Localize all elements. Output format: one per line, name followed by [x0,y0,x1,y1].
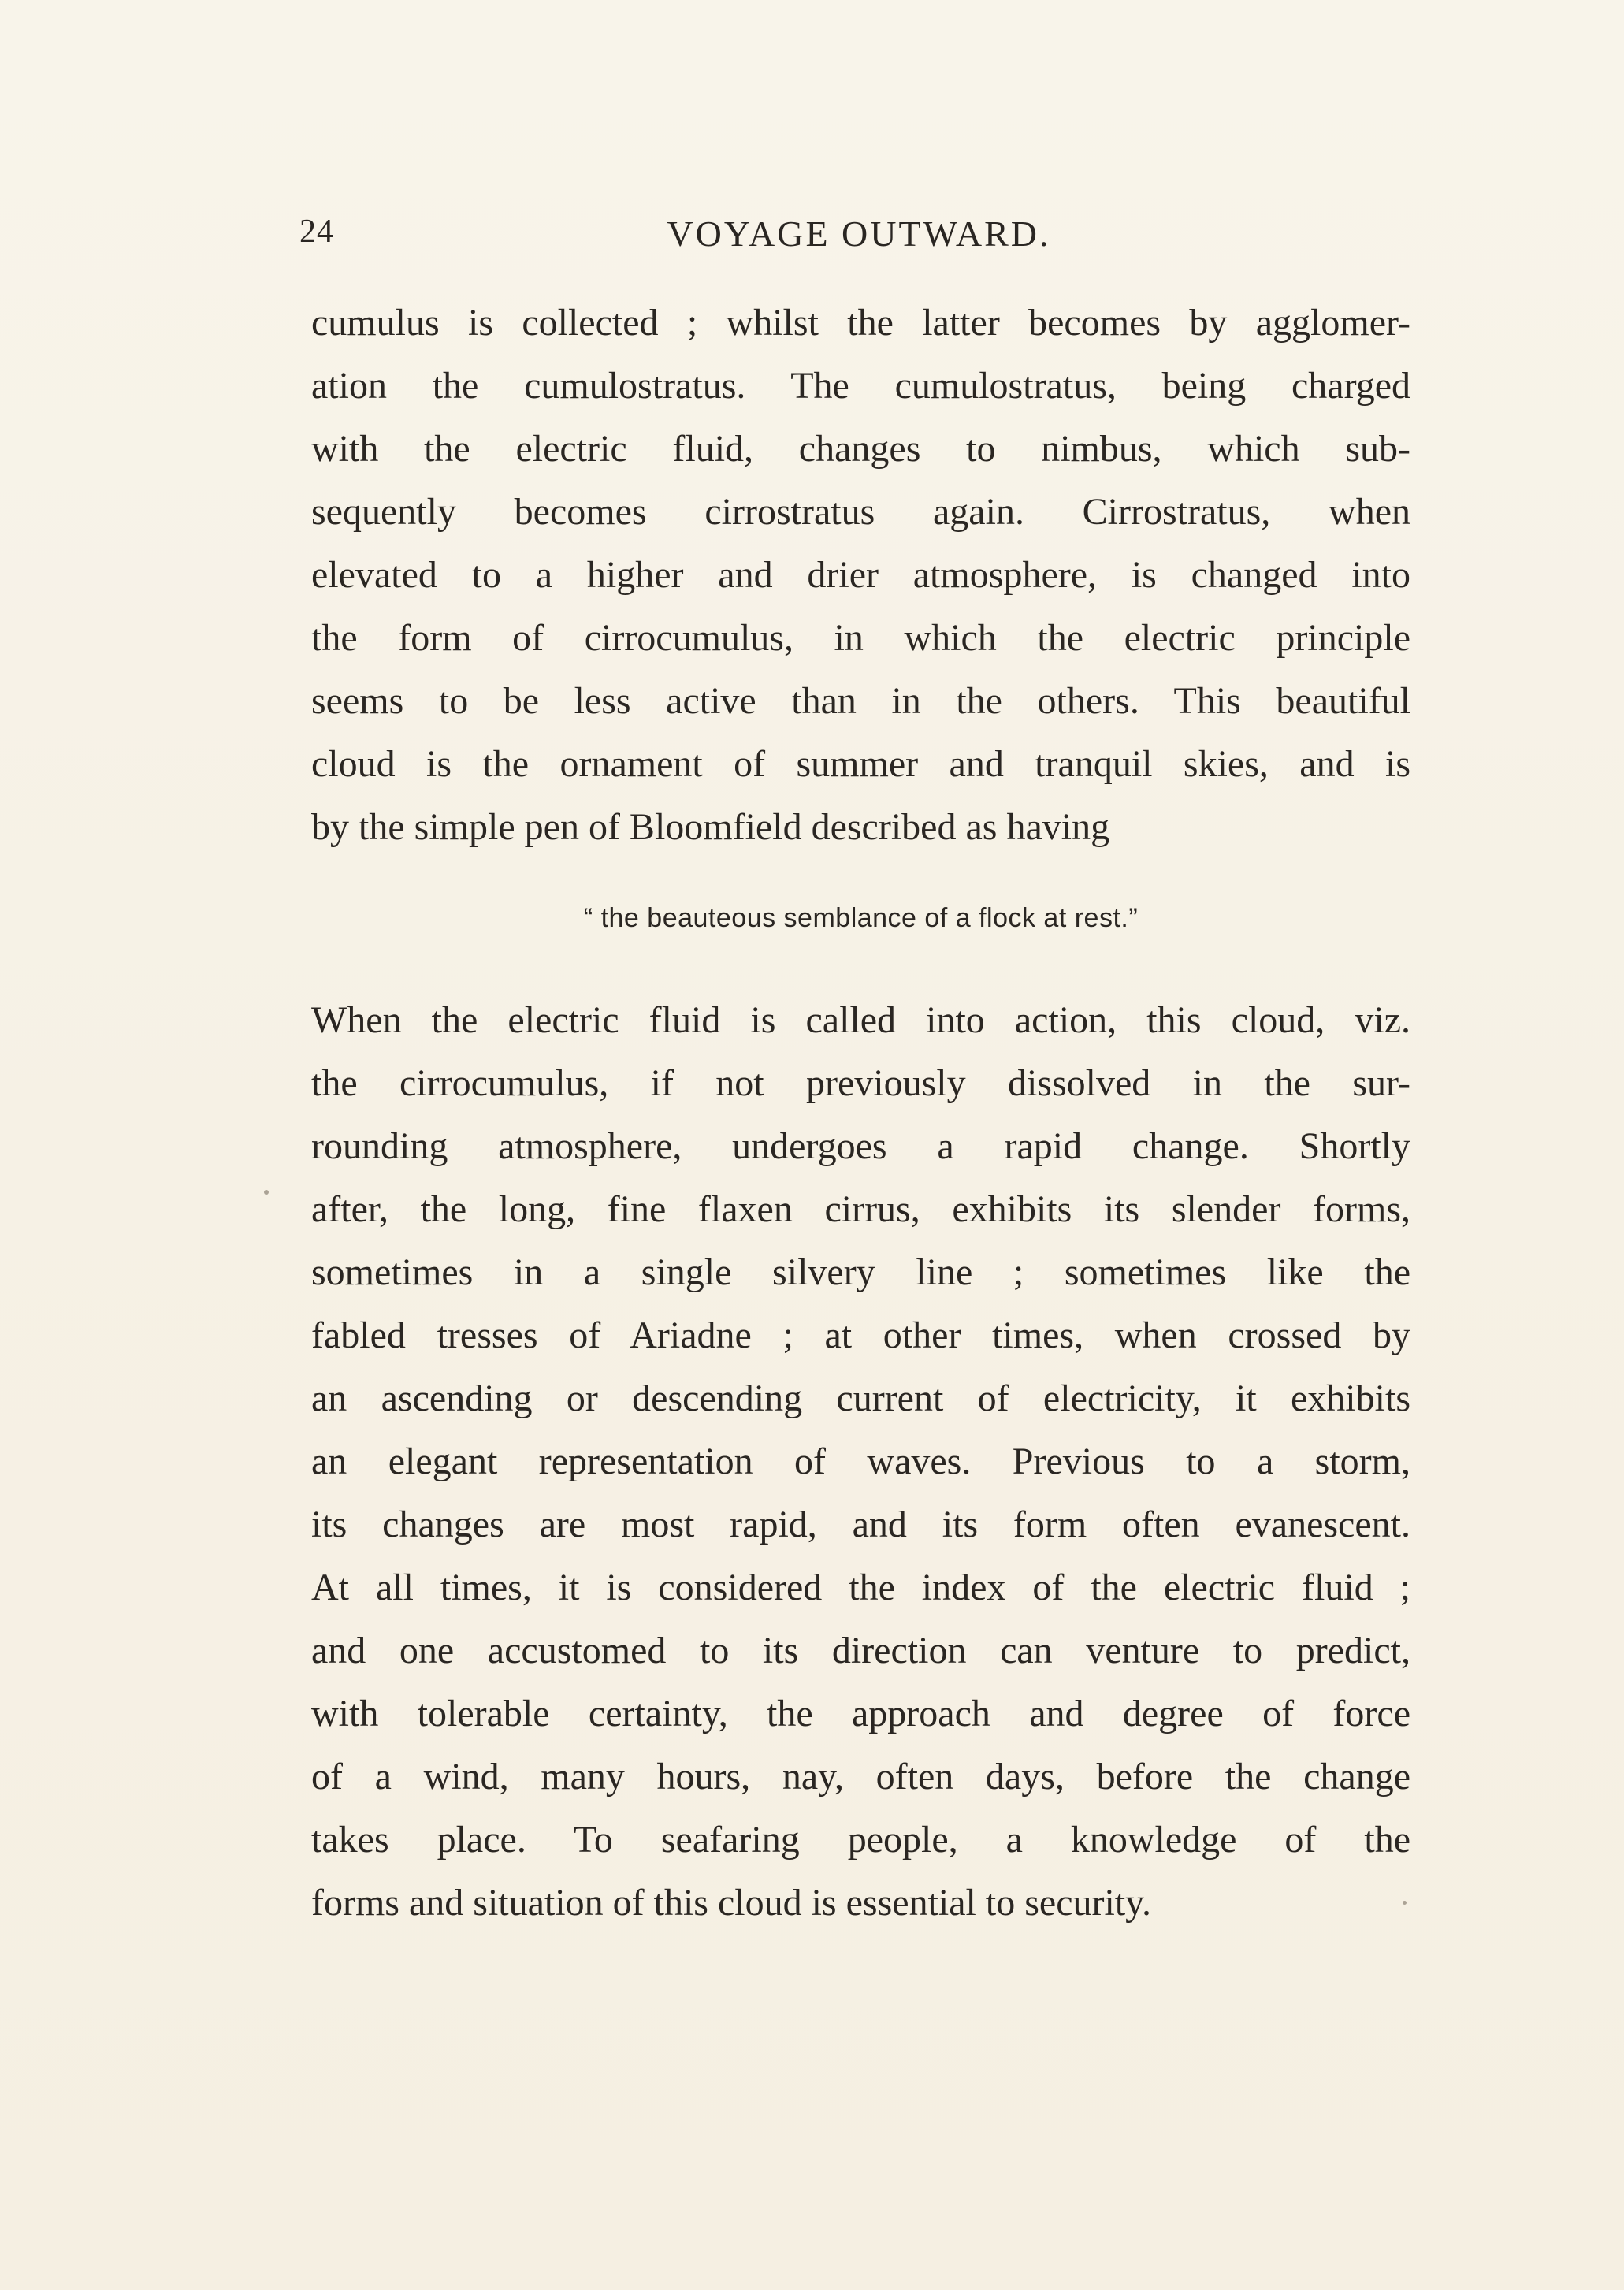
text-line: rounding atmosphere, undergoes a rapid change. Shortly [311,1125,1410,1167]
text-line: takes place. To seafaring people, a knowledge of the [311,1819,1410,1861]
text-line: At all times, it is considered the index of the electric fluid ; [311,1567,1410,1608]
paper-speck [264,1190,269,1195]
text-line: elevated to a higher and drier atmosphere, is changed into [311,554,1410,596]
text-line: ation the cumulostratus. The cumulostratus, being charged [311,365,1410,407]
text-line: and one accustomed to its direction can venture to predict, [311,1630,1410,1671]
text-line: after, the long, fine flaxen cirrus, exhibits its slender forms, [311,1188,1410,1230]
text-line: sometimes in a single silvery line ; sometimes like the [311,1251,1410,1293]
text-line: the form of cirrocumulus, in which the electric principle [311,617,1410,659]
paper-speck [1403,1901,1407,1905]
text-line: an ascending or descending current of electricity, it exhibits [311,1377,1410,1419]
text-line: forms and situation of this cloud is essential to security. [311,1882,1152,1924]
text-line: the cirrocumulus, if not previously dissolved in the sur- [311,1062,1410,1104]
text-line: by the simple pen of Bloomfield described as having [311,806,1110,848]
paragraph-2 [311,989,1410,1935]
running-head [299,213,1418,268]
text-line: seems to be less active than in the others. This beautiful [311,680,1410,722]
text-line: of a wind, many hours, nay, often days, before the change [311,1756,1410,1797]
paragraph-1 [311,292,1410,859]
text-line: with tolerable certainty, the approach and degree of force [311,1693,1410,1734]
text-line: its changes are most rapid, and its form often evanescent. [311,1504,1410,1545]
block-quote: “ the beauteous semblance of a flock at rest.” [583,903,1139,933]
text-line: an elegant representation of waves. Previous to a storm, [311,1441,1410,1482]
text-line: sequently becomes cirrostratus again. Cirrostratus, when [311,491,1410,533]
text-line: cloud is the ornament of summer and tranquil skies, and is [311,743,1410,785]
running-title: VOYAGE OUTWARD. [667,214,1051,254]
text-line: cumulus is collected ; whilst the latter becomes by agglomer- [311,302,1410,344]
text-line: with the electric fluid, changes to nimbus, which sub- [311,428,1410,470]
text-line: fabled tresses of Ariadne ; at other times, when crossed by [311,1314,1410,1356]
page-number: 24 [299,214,334,250]
text-line: When the electric fluid is called into action, this cloud, viz. [311,999,1410,1041]
